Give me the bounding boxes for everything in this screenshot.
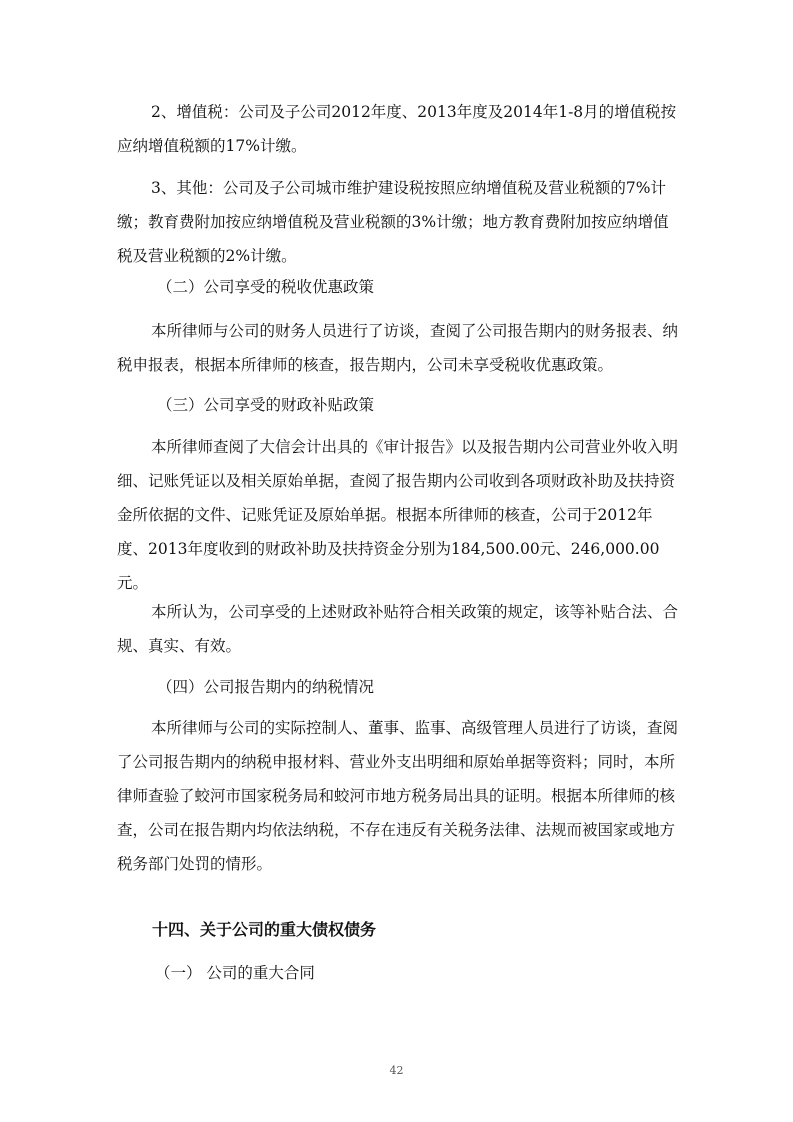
subheading-tax-payment: （四）公司报告期内的纳税情况	[157, 678, 375, 696]
subheading-subsidies: （三）公司享受的财政补贴政策	[157, 396, 375, 414]
subsection-major-contracts: （一） 公司的重大合同	[155, 964, 315, 982]
section-heading: 十四、关于公司的重大债权债务	[152, 920, 377, 939]
paragraph-subsidy-conclusion: 本所认为，公司享受的上述财政补贴符合相关政策的规定，该等补贴合法、合规、真实、有效。	[117, 603, 679, 655]
page-number: 42	[389, 1064, 404, 1077]
paragraph-other-taxes: 3、其他：公司及子公司城市维护建设税按照应纳增值税及营业税额的7%计缴；教育费附加按应纳增值税及营业税额的3%计缴；地方教育费附加按应纳增值税及营业税额的2%计缴。	[117, 179, 669, 265]
paragraph-tax-incentives: 本所律师与公司的财务人员进行了访谈，查阅了公司报告期内的财务报表、纳税申报表，根据本所律师的核查，报告期内，公司未享受税收优惠政策。	[117, 322, 679, 374]
paragraph-tax-payment: 本所律师与公司的实际控制人、董事、监事、高级管理人员进行了访谈，查阅了公司报告期内的纳税申报材料、营业外支出明细和原始单据等资料；同时，本所律师查验了蛟河市国家税务局和蛟河市地方税务局出具的证明。根据本所律师的核查，公司在报告期内均依法纳税，不存在违反有关税务法律、法规而被国家或地方税务部门处罚的情形。	[117, 719, 679, 873]
paragraph-vat: 2、增值税：公司及子公司2012年度、2013年度及2014年1-8月的增值税按应纳增值税额的17%计缴。	[117, 103, 677, 155]
paragraph-subsidies: 本所律师查阅了大信会计出具的《审计报告》以及报告期内公司营业外收入明细、记账凭证以及相关原始单据，查阅了报告期内公司收到各项财政补助及扶持资金所依据的文件、记账凭证及原始单据。根据本所律师的核查，公司于2012年度、2013年度收到的财政补助及扶持资金分别为184,500.00元、246,000.00元。	[117, 438, 679, 592]
subheading-tax-incentives: （二）公司享受的税收优惠政策	[157, 278, 375, 296]
